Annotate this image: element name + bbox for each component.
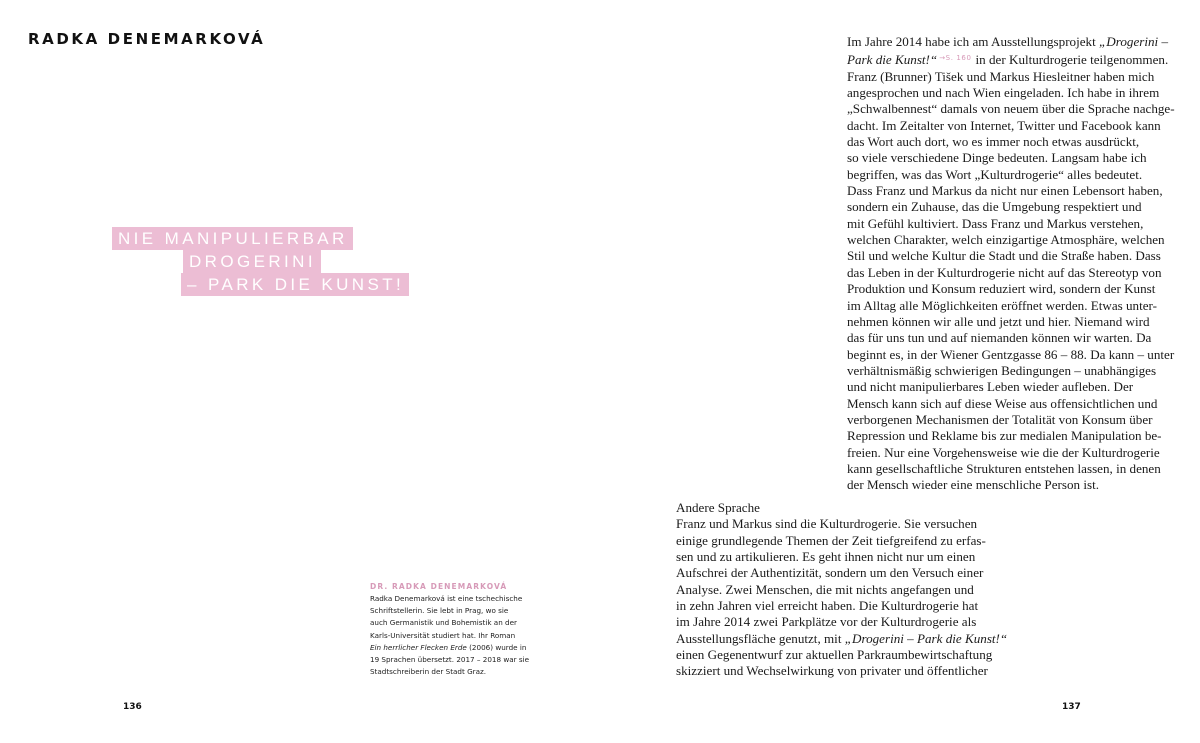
italic-title: Park die Kunst!“ (847, 52, 938, 68)
text-line: beginnt es, in der Wiener Gentzgasse 86 – 88. Da kann – unter (847, 346, 1175, 362)
bio-line-rest: (2006) wurde in (466, 642, 527, 652)
bio-line (370, 642, 545, 654)
bio-line: Karls-Universität studiert hat. Ihr Roman (370, 630, 516, 640)
text-line: skizziert und Wechselwirkung von privater und öffentlicher (676, 663, 988, 679)
text-line: „Schwalbennest“ damals von neuem über die Sprache nachge- (847, 101, 1175, 117)
text-line: einige grundlegende Themen der Zeit tiefgreifend zu erfas- (676, 532, 986, 548)
text-line: im Jahre 2014 zwei Parkplätze vor der Kulturdrogerie als (676, 614, 977, 630)
bio-line: 19 Sprachen übersetzt. 2017 – 2018 war sie (370, 655, 530, 665)
italic-title: „Drogerini – Park die Kunst!“ (844, 630, 1008, 646)
bio-line: Radka Denemarková ist eine tschechische (370, 594, 523, 603)
author-header: RADKA DENEMARKOVÁ (28, 30, 266, 48)
text-fragment: in der Kulturdrogerie teilgenommen. (975, 52, 1169, 68)
text-fragment: Ausstellungsfläche genutzt, mit (676, 630, 845, 646)
bio-line: auch Germanistik und Bohemistik an der (370, 618, 517, 628)
text-line: Aufschrei der Authentizität, sondern um den Versuch einer (676, 565, 984, 581)
bio-line: Schriftstellerin. Sie lebt in Prag, wo sie (370, 606, 509, 616)
text-fragment: Im Jahre 2014 habe ich am Ausstellungsprojekt (847, 34, 1100, 49)
text-line: in zehn Jahren viel erreicht haben. Die Kulturdrogerie hat (676, 598, 979, 614)
text-line: Franz (Brunner) Tišek und Markus Hiesleitner haben mich (847, 68, 1155, 84)
text-line: Produktion und Konsum reduziert wird, sondern der Kunst (847, 281, 1156, 297)
text-line: angesprochen und nach Wien eingeladen. Ich habe in ihrem (847, 85, 1160, 101)
page-number-right: 137 (1062, 702, 1081, 712)
text-line: einen Gegenentwurf zur aktuellen Parkraumbewirtschaftung (676, 647, 993, 663)
text-line: Stil und welche Kultur die Stadt und die Straße haben. Dass (847, 248, 1161, 264)
text-line: und nicht manipulierbares Leben wieder aufleben. Der (847, 379, 1134, 395)
text-line: das Wort auch dort, wo es immer noch etwas ausdrückt, (847, 134, 1140, 150)
pull-quote-line: NIE MANIPULIERBAR (112, 227, 353, 250)
text-line: Repression und Reklame bis zur medialen Manipulation be- (847, 428, 1162, 444)
book-title: Ein herrlicher Flecken Erde (370, 642, 467, 652)
center-text-column (676, 500, 1011, 680)
text-line: sen und zu artikulieren. Es geht ihnen nicht nur um einen (676, 549, 976, 565)
italic-title: „Drogerini – (1099, 34, 1169, 49)
page-reference: →S. 160 (939, 54, 972, 63)
pull-quote-line: DROGERINI (183, 250, 321, 273)
text-line: mit Gefühl kultiviert. Dass Franz und Markus verstehen, (847, 215, 1144, 231)
text-line: der Mensch wieder eine menschliche Person ist. (847, 477, 1099, 493)
text-line: das Leben in der Kulturdrogerie nicht auf das Stereotyp von (847, 264, 1162, 280)
text-line (847, 34, 1177, 50)
text-line: sondern ein Zuhause, das die Umgebung respektiert und (847, 199, 1142, 215)
bio-title: DR. RADKA DENEMARKOVÁ (370, 582, 508, 591)
text-line: Dass Franz und Markus da nicht nur einen Lebensort haben, (847, 183, 1163, 199)
text-line (676, 631, 1011, 647)
text-line: so viele verschiedene Dinge bedeuten. Langsam habe ich (847, 150, 1147, 166)
text-line: freien. Nur eine Vorgehensweise wie die der Kulturdrogerie (847, 444, 1160, 460)
page-number-left: 136 (123, 702, 142, 712)
text-line: Analyse. Zwei Menschen, die mit nichts angefangen und (676, 581, 974, 597)
text-line: das für uns tun und auf niemanden können wir warten. Da (847, 330, 1152, 346)
text-line: Franz und Markus sind die Kulturdrogerie. Sie versuchen (676, 516, 978, 532)
text-line: dacht. Im Zeitalter von Internet, Twitter und Facebook kann (847, 117, 1161, 133)
text-line: verhältnismäßig schwierigen Bedingungen – unabhängiges (847, 362, 1157, 378)
section-subheading: Andere Sprache (676, 500, 760, 515)
text-line: kann gesellschaftliche Strukturen entstehen lassen, in denen (847, 460, 1161, 476)
author-bio (370, 593, 545, 678)
text-line: begriffen, was das Wort „Kulturdrogerie“ alles bedeutet. (847, 166, 1143, 182)
bio-line: Stadtschreiberin der Stadt Graz. (370, 667, 487, 677)
right-text-column (847, 34, 1177, 494)
pull-quote-line: – PARK DIE KUNST! (181, 273, 409, 296)
text-line (847, 50, 1177, 68)
text-line: nehmen können wir alle und jetzt und hier. Niemand wird (847, 313, 1150, 329)
text-line: Mensch kann sich auf diese Weise aus offensichtlichen und (847, 395, 1158, 411)
text-line: welchen Charakter, welch einzigartige Atmosphäre, welchen (847, 232, 1165, 248)
text-line: verborgenen Mechanismen der Totalität von Konsum über (847, 411, 1153, 427)
text-line: im Alltag alle Möglichkeiten eröffnet werden. Etwas unter- (847, 297, 1158, 313)
